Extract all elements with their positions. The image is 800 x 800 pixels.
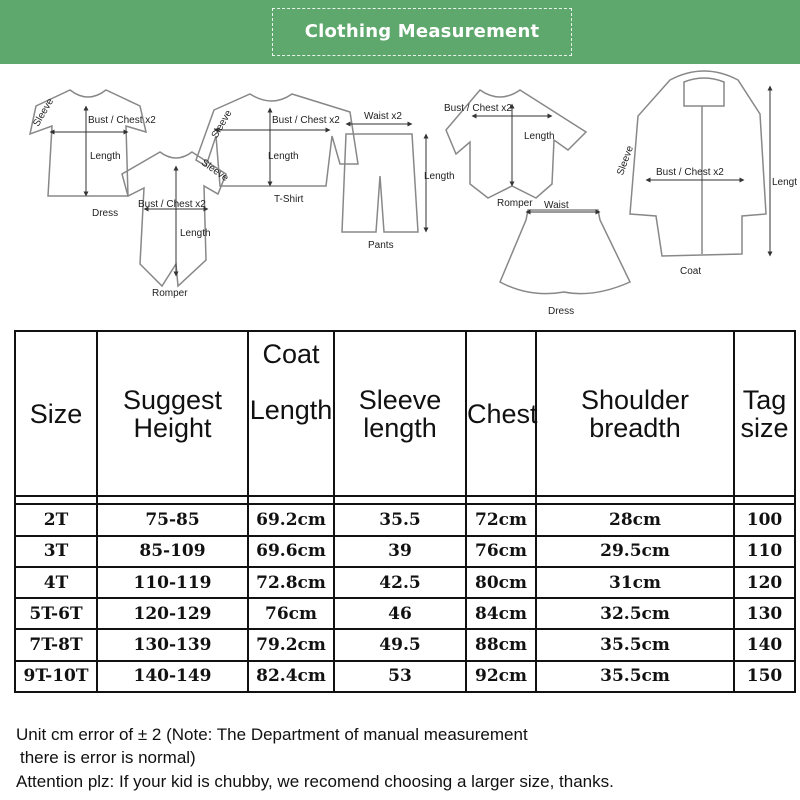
diagram-label: Length (90, 151, 121, 162)
note-unit-error: Unit cm error of ± 2 (Note: The Department of manual measurement (16, 725, 528, 744)
table-row (15, 661, 795, 692)
diagram-label: Dress (548, 306, 575, 317)
table-spacer-row (15, 496, 795, 504)
cell-coat-length: 82.4cm (248, 661, 334, 692)
cell-tag: 100 (734, 504, 795, 535)
diagram-label: Length (268, 151, 299, 162)
cell-tag: 120 (734, 567, 795, 598)
cell-tag: 140 (734, 629, 795, 660)
cell-shoulder: 32.5cm (536, 598, 734, 629)
cell-chest: 72cm (466, 504, 536, 535)
header-sleeve-length: Sleeve length (334, 331, 466, 496)
cell-tag: 130 (734, 598, 795, 629)
cell-coat-length: 79.2cm (248, 629, 334, 660)
diagram-label: Length (524, 131, 555, 142)
cell-size: 9T-10T (15, 661, 97, 692)
note-error-normal: there is error is normal) (20, 748, 196, 767)
cell-tag: 150 (734, 661, 795, 692)
diagram-label: Waist (544, 200, 569, 211)
header-size: Size (15, 331, 97, 496)
cell-tag: 110 (734, 536, 795, 567)
cell-sleeve: 53 (334, 661, 466, 692)
diagram-label: Romper (152, 288, 188, 299)
cell-shoulder: 29.5cm (536, 536, 734, 567)
table-row (15, 629, 795, 660)
note-attention: Attention plz: If your kid is chubby, we recomend choosing a larger size, thanks. (16, 772, 614, 791)
cell-size: 5T-6T (15, 598, 97, 629)
cell-height: 130-139 (97, 629, 248, 660)
skirt-outline (500, 210, 630, 294)
cell-coat-length: 72.8cm (248, 567, 334, 598)
diagram-label: Pants (368, 240, 394, 251)
header-suggest-height: Suggest Height (97, 331, 248, 496)
diagram-label: Sleeve (615, 144, 637, 177)
cell-shoulder: 28cm (536, 504, 734, 535)
cell-height: 120-129 (97, 598, 248, 629)
cell-coat-length: 76cm (248, 598, 334, 629)
cell-sleeve: 46 (334, 598, 466, 629)
cell-size: 3T (15, 536, 97, 567)
cell-chest: 80cm (466, 567, 536, 598)
diagram-label: Lengt (772, 177, 798, 188)
diagram-label: Length (424, 171, 455, 182)
header-shoulder-breadth: Shoulder breadth (536, 331, 734, 496)
diagram-label: Bust / Chest x2 (138, 199, 206, 210)
header-coat-length: Coat Length (248, 331, 334, 496)
measurement-diagram (0, 64, 800, 320)
diagram-label: Sleeve (209, 108, 235, 141)
cell-shoulder: 35.5cm (536, 629, 734, 660)
cell-height: 110-119 (97, 567, 248, 598)
cell-sleeve: 39 (334, 536, 466, 567)
diagram-label: Sleeve (31, 96, 57, 129)
cell-height: 85-109 (97, 536, 248, 567)
cell-chest: 88cm (466, 629, 536, 660)
table-row (15, 536, 795, 567)
table-row (15, 567, 795, 598)
diagram-label: Romper (497, 198, 533, 209)
cell-shoulder: 35.5cm (536, 661, 734, 692)
cell-chest: 76cm (466, 536, 536, 567)
cell-sleeve: 49.5 (334, 629, 466, 660)
cell-sleeve: 42.5 (334, 567, 466, 598)
header-chest: Chest (466, 331, 536, 496)
cell-size: 7T-8T (15, 629, 97, 660)
coat-outline (630, 71, 766, 256)
diagram-label: Sleeve (198, 157, 231, 184)
pants-outline (342, 134, 418, 232)
banner-title: Clothing Measurement schemes (304, 21, 540, 90)
cell-height: 75-85 (97, 504, 248, 535)
cell-coat-length: 69.2cm (248, 504, 334, 535)
cell-height: 140-149 (97, 661, 248, 692)
cell-size: 4T (15, 567, 97, 598)
cell-sleeve: 35.5 (334, 504, 466, 535)
cell-coat-length: 69.6cm (248, 536, 334, 567)
diagram-label: Bust / Chest x2 (272, 115, 340, 126)
table-header-row (15, 331, 795, 496)
diagram-label: Bust / Chest x2 (656, 167, 724, 178)
cell-size: 2T (15, 504, 97, 535)
diagram-label: Bust / Chest x2 (88, 115, 156, 126)
size-chart-table (14, 330, 796, 693)
diagram-label: Waist x2 (364, 111, 402, 122)
diagram-label: Dress (92, 208, 119, 219)
cell-shoulder: 31cm (536, 567, 734, 598)
table-row (15, 598, 795, 629)
diagram-label: T-Shirt (274, 194, 304, 205)
cell-chest: 84cm (466, 598, 536, 629)
header-tag-size: Tag size (734, 331, 795, 496)
cell-chest: 92cm (466, 661, 536, 692)
diagram-label: Coat (680, 266, 702, 277)
diagram-label: Length (180, 228, 211, 239)
table-row (15, 504, 795, 535)
diagram-label: Bust / Chest x2 (444, 103, 512, 114)
